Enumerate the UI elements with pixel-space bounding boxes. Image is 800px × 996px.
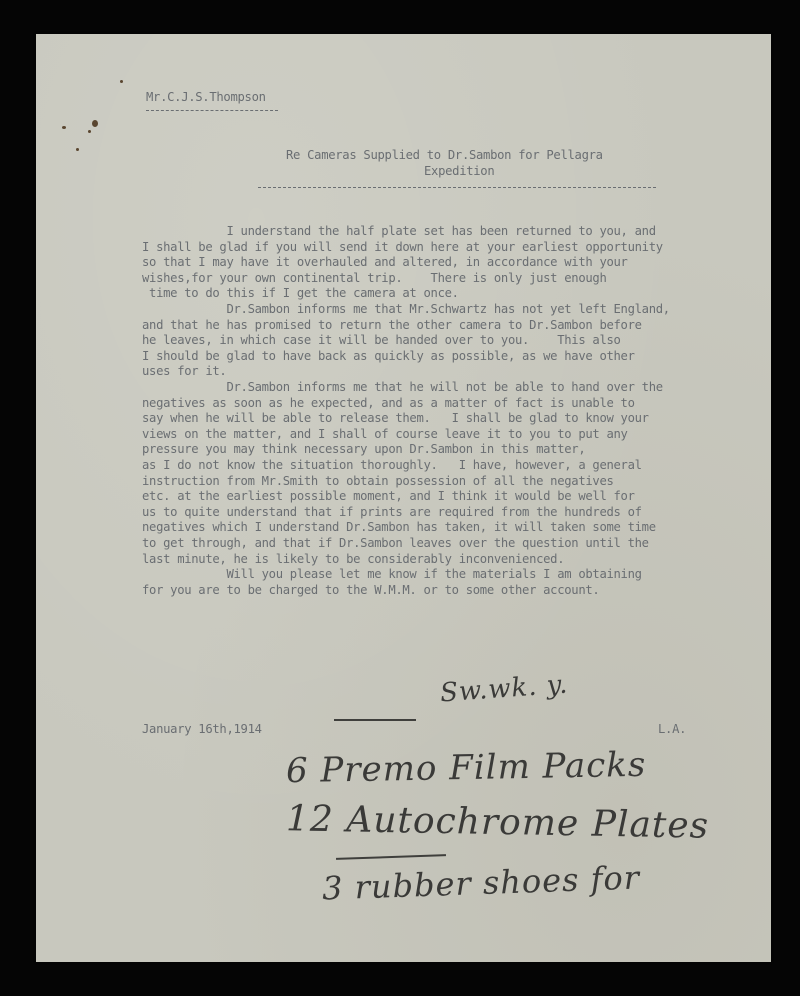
body-line: time to do this if I get the camera at once. <box>142 286 459 301</box>
handwritten-note: 6 Premo Film Packs <box>285 744 647 792</box>
body-line: etc. at the earliest possible moment, and I think it would be well for <box>142 489 635 504</box>
addressee-underline <box>146 110 278 111</box>
body-line: say when he will be able to release them. I shall be glad to know your <box>142 411 649 426</box>
body-line: Dr.Sambon informs me that Mr.Schwartz has not yet left England, <box>142 302 670 316</box>
handwritten-note: 12 Autochrome Plates <box>285 798 710 847</box>
handwritten-stroke <box>336 854 446 860</box>
body-line: Will you please let me know if the materials I am obtaining <box>142 567 642 582</box>
ink-stain <box>88 130 91 133</box>
ink-stain <box>92 120 98 127</box>
letter-date: January 16th,1914 <box>142 722 262 736</box>
body-line: wishes,for your own continental trip. There is only just enough <box>142 270 607 285</box>
signature-line <box>334 719 416 721</box>
ink-stain <box>120 80 123 83</box>
addressee: Mr.C.J.S.Thompson <box>146 90 266 104</box>
subject-line-2: Expedition <box>424 164 495 178</box>
body-line: Dr.Sambon informs me that he will not be able to hand over the <box>142 380 663 394</box>
ink-stain <box>76 148 79 151</box>
body-line: he leaves, in which case it will be handed over to you. This also <box>142 333 621 348</box>
handwritten-signature: Sw.wk. y. <box>439 669 570 709</box>
sender-initials: L.A. <box>658 722 687 736</box>
body-line: for you are to be charged to the W.M.M. or to some other account. <box>142 582 600 597</box>
body-line: negatives which I understand Dr.Sambon has taken, it will taken some time <box>142 520 656 535</box>
body-line: I understand the half plate set has been returned to you, and <box>142 224 656 238</box>
body-line: I should be glad to have back as quickly as possible, as we have other <box>142 348 635 363</box>
subject-line-1: Re Cameras Supplied to Dr.Sambon for Pellagra <box>286 148 603 162</box>
body-line: I shall be glad if you will send it down here at your earliest opportunity <box>142 239 663 254</box>
subject-underline <box>258 187 656 188</box>
letter-page <box>36 34 771 962</box>
body-line: pressure you may think necessary upon Dr.Sambon in this matter, <box>142 442 586 457</box>
ink-stain <box>62 126 66 129</box>
handwritten-note: 3 rubber shoes for <box>321 858 641 908</box>
body-line: to get through, and that if Dr.Sambon leaves over the question until the <box>142 536 649 550</box>
body-line: us to quite understand that if prints are required from the hundreds of <box>142 504 642 519</box>
body-line: views on the matter, and I shall of course leave it to you to put any <box>142 426 628 441</box>
body-line: and that he has promised to return the other camera to Dr.Sambon before <box>142 317 642 332</box>
body-line: as I do not know the situation thoroughly. I have, however, a general <box>142 458 642 472</box>
body-line: uses for it. <box>142 364 227 379</box>
body-line: last minute, he is likely to be considerably inconvenienced. <box>142 551 565 566</box>
body-line: instruction from Mr.Smith to obtain possession of all the negatives <box>142 473 614 488</box>
body-line: negatives as soon as he expected, and as a matter of fact is unable to <box>142 395 635 410</box>
body-line: so that I may have it overhauled and altered, in accordance with your <box>142 255 628 270</box>
